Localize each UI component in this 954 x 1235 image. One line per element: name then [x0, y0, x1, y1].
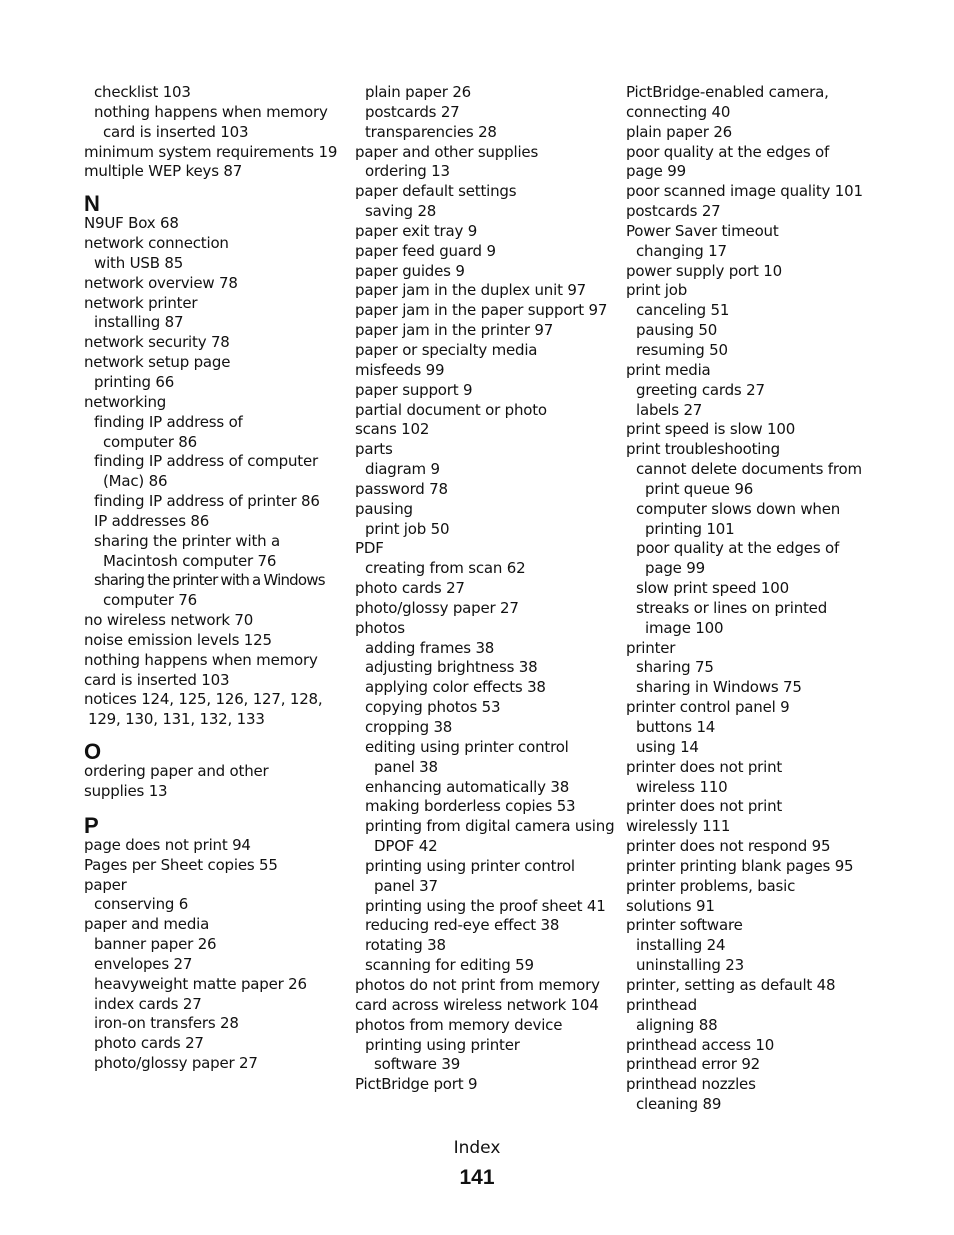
index-entry: Macintosh computer 76 — [103, 551, 277, 570]
index-entry: print media — [626, 360, 711, 379]
index-entry: no wireless network 70 — [84, 611, 254, 630]
index-entry: uninstalling 23 — [636, 956, 744, 975]
index-entry: plain paper 26 — [365, 83, 472, 101]
index-entry: (Mac) 86 — [103, 472, 168, 491]
index-entry: notices 124, 125, 126, 127, 128, — [84, 690, 323, 709]
index-entry: wirelessly 111 — [626, 817, 731, 836]
index-entry: panel 38 — [374, 757, 438, 776]
index-entry: aligning 88 — [636, 1015, 718, 1034]
index-entry: printing using the proof sheet 41 — [365, 896, 606, 915]
index-entry: copying photos 53 — [365, 698, 501, 717]
index-entry: computer 76 — [103, 591, 197, 610]
index-entry: PictBridge port 9 — [355, 1075, 478, 1094]
index-entry: page 99 — [626, 162, 686, 181]
index-entry: printer does not print — [626, 757, 783, 776]
index-entry: print queue 96 — [645, 479, 754, 498]
index-entry: with USB 85 — [94, 253, 184, 272]
index-entry: canceling 51 — [636, 301, 730, 320]
index-entry: plain paper 26 — [626, 122, 733, 141]
index-entry: labels 27 — [636, 400, 703, 419]
index-entry: card is inserted 103 — [103, 122, 249, 141]
index-entry: cleaning 89 — [636, 1095, 722, 1114]
index-entry: index cards 27 — [94, 994, 202, 1013]
index-entry: reducing red-eye effect 38 — [365, 916, 560, 935]
index-entry: 129, 130, 131, 132, 133 — [88, 710, 265, 729]
index-entry: nothing happens when memory — [84, 650, 318, 669]
index-entry: paper jam in the duplex unit 97 — [355, 281, 587, 300]
index-entry: creating from scan 62 — [365, 559, 526, 578]
index-entry: finding IP address of printer 86 — [94, 492, 320, 511]
index-entry: finding IP address of — [94, 412, 243, 431]
index-entry: printer printing blank pages 95 — [626, 856, 854, 875]
index-entry: printing 101 — [645, 519, 735, 538]
index-entry: network setup page — [84, 353, 231, 372]
index-entry: printing using printer control — [365, 856, 575, 875]
index-entry: printer software — [626, 916, 743, 935]
index-entry: scans 102 — [355, 420, 430, 439]
index-entry: printhead nozzles — [626, 1075, 756, 1094]
index-entry: network overview 78 — [84, 273, 238, 292]
index-entry: paper jam in the printer 97 — [355, 321, 554, 340]
index-entry: paper and other supplies — [355, 142, 539, 161]
index-letter-heading: O — [84, 739, 102, 765]
index-letter-heading: P — [84, 812, 99, 838]
index-entry: banner paper 26 — [94, 935, 217, 954]
index-entry: ordering paper and other — [84, 762, 269, 781]
index-entry: computer slows down when — [636, 499, 841, 518]
index-entry: network printer — [84, 293, 198, 312]
index-entry: paper or specialty media — [355, 340, 538, 359]
index-entry: printhead access 10 — [626, 1035, 775, 1054]
index-entry: PDF — [355, 539, 384, 558]
index-entry: transparencies 28 — [365, 122, 497, 141]
index-letter-heading: N — [84, 191, 100, 217]
index-entry: parts — [355, 440, 393, 459]
index-entry: photo cards 27 — [94, 1034, 204, 1053]
index-entry: streaks or lines on printed — [636, 598, 828, 617]
index-entry: paper feed guard 9 — [355, 241, 496, 260]
index-entry: diagram 9 — [365, 460, 440, 479]
index-entry: making borderless copies 53 — [365, 797, 576, 816]
page-number: 141 — [459, 1166, 495, 1189]
index-entry: printer control panel 9 — [626, 698, 790, 717]
index-entry: conserving 6 — [94, 895, 189, 914]
index-entry: editing using printer control — [365, 737, 569, 756]
index-entry: greeting cards 27 — [636, 380, 765, 399]
index-entry: supplies 13 — [84, 782, 168, 800]
index-entry: print troubleshooting — [626, 440, 780, 459]
index-entry: PictBridge-enabled camera, — [626, 83, 829, 101]
index-entry: printer — [626, 638, 676, 657]
index-entry: poor quality at the edges of — [636, 539, 840, 558]
index-entry: printing from digital camera using — [365, 817, 615, 836]
index-entry: partial document or photo — [355, 400, 547, 419]
index-entry: pausing 50 — [636, 321, 718, 340]
index-entry: slow print speed 100 — [636, 579, 789, 598]
index-entry: DPOF 42 — [374, 837, 438, 856]
index-entry: applying color effects 38 — [365, 678, 546, 697]
index-entry: rotating 38 — [365, 936, 446, 955]
index-entry: installing 24 — [636, 936, 726, 955]
index-entry: scanning for editing 59 — [365, 956, 534, 975]
index-entry: paper exit tray 9 — [355, 221, 478, 240]
index-entry: poor quality at the edges of — [626, 142, 830, 161]
index-entry: Pages per Sheet copies 55 — [84, 855, 278, 874]
index-entry: using 14 — [636, 737, 699, 756]
index-entry: finding IP address of computer — [94, 452, 318, 471]
index-entry: power supply port 10 — [626, 261, 782, 280]
index-entry: network security 78 — [84, 333, 230, 352]
index-column-1 — [84, 83, 346, 1074]
index-entry: photos — [355, 618, 405, 637]
index-entry: N9UF Box 68 — [84, 214, 179, 233]
index-entry: cropping 38 — [365, 718, 453, 736]
index-entry: misfeeds 99 — [355, 360, 445, 379]
index-entry: sharing the printer with a — [94, 531, 281, 550]
index-entry: nothing happens when memory — [94, 102, 328, 121]
index-entry: envelopes 27 — [94, 954, 193, 973]
index-entry: pausing — [355, 499, 413, 518]
index-entry: heavyweight matte paper 26 — [94, 974, 307, 993]
index-entry: buttons 14 — [636, 718, 716, 736]
index-entry: image 100 — [645, 618, 724, 637]
index-entry: paper — [84, 875, 127, 894]
index-entry: page 99 — [645, 559, 705, 578]
index-entry: network connection — [84, 234, 229, 253]
index-entry: installing 87 — [94, 313, 184, 332]
index-entry: printhead error 92 — [626, 1055, 761, 1074]
index-entry: print job — [626, 281, 688, 300]
index-entry: poor scanned image quality 101 — [626, 182, 863, 201]
index-entry: adjusting brightness 38 — [365, 658, 538, 677]
index-entry: computer 86 — [103, 432, 197, 451]
index-entry: panel 37 — [374, 876, 438, 895]
index-entry: solutions 91 — [626, 896, 715, 915]
index-entry: software 39 — [374, 1055, 461, 1074]
index-entry: enhancing automatically 38 — [365, 777, 570, 796]
index-entry: ordering 13 — [365, 162, 450, 181]
index-entry: paper jam in the paper support 97 — [355, 301, 608, 320]
index-entry: paper support 9 — [355, 380, 473, 399]
index-entry: photos from memory device — [355, 1015, 563, 1034]
index-entry: changing 17 — [636, 241, 727, 260]
index-column-3 — [626, 83, 888, 1115]
index-entry: postcards 27 — [626, 202, 721, 221]
footer-section-label: Index — [453, 1138, 501, 1158]
index-entry: cannot delete documents from — [636, 460, 862, 479]
index-entry: multiple WEP keys 87 — [84, 162, 243, 181]
index-entry: Power Saver timeout — [626, 221, 779, 240]
index-entry: printer problems, basic — [626, 876, 796, 895]
index-entry: IP addresses 86 — [94, 511, 210, 530]
index-entry: saving 28 — [365, 202, 437, 221]
index-entry: sharing in Windows 75 — [636, 678, 802, 697]
index-entry: paper guides 9 — [355, 261, 465, 280]
index-entry: printer, setting as default 48 — [626, 975, 836, 994]
index-entry: printer does not print — [626, 797, 783, 816]
index-entry: card across wireless network 104 — [355, 995, 599, 1014]
index-entry: minimum system requirements 19 — [84, 142, 338, 161]
index-entry: printer does not respond 95 — [626, 837, 831, 856]
index-entry: print job 50 — [365, 519, 450, 538]
index-column-2 — [355, 83, 617, 1095]
index-entry: paper default settings — [355, 182, 517, 201]
index-entry: photo cards 27 — [355, 579, 465, 598]
index-entry: photo/glossy paper 27 — [94, 1054, 258, 1073]
index-entry: photo/glossy paper 27 — [355, 598, 519, 617]
index-entry: printing using printer — [365, 1035, 520, 1054]
index-entry: page does not print 94 — [84, 835, 251, 854]
index-entry: photos do not print from memory — [355, 975, 600, 994]
index-entry: checklist 103 — [94, 83, 191, 101]
index-entry: adding frames 38 — [365, 638, 495, 657]
index-entry: password 78 — [355, 479, 448, 498]
index-entry: resuming 50 — [636, 340, 728, 359]
index-entry: paper and media — [84, 915, 210, 934]
index-entry: printhead — [626, 995, 697, 1014]
index-entry: iron-on transfers 28 — [94, 1014, 239, 1033]
index-entry: card is inserted 103 — [84, 670, 230, 689]
index-entry: connecting 40 — [626, 102, 731, 121]
index-entry: postcards 27 — [365, 102, 460, 121]
index-entry: wireless 110 — [636, 777, 728, 796]
index-entry: sharing 75 — [636, 658, 714, 677]
index-entry: noise emission levels 125 — [84, 630, 272, 649]
index-entry: print speed is slow 100 — [626, 420, 796, 439]
index-entry: networking — [84, 392, 167, 411]
index-entry: sharing the printer with a Windows — [94, 571, 325, 590]
index-entry: printing 66 — [94, 372, 175, 391]
